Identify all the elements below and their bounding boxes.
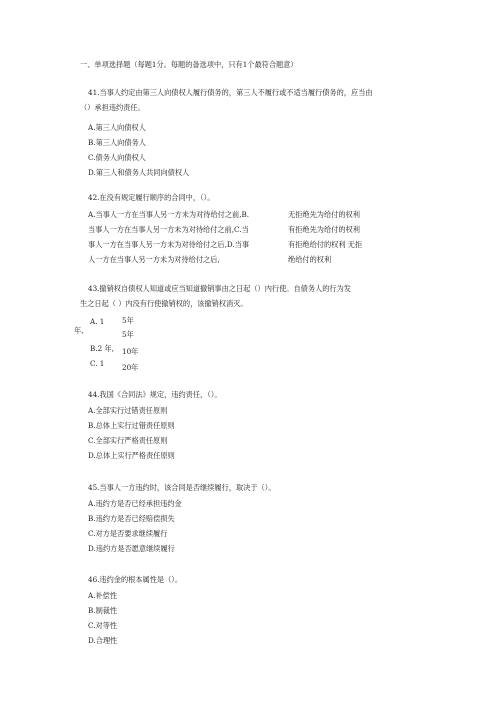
question-stem: 45.当事人一方违约时，该合同是否继续履行，取决于（）。 bbox=[88, 483, 276, 492]
option-list bbox=[88, 124, 189, 184]
question-stem: 生之日起（ ）内没有行使撤销权的，该撤销权消灭。 bbox=[80, 299, 248, 308]
option-value: 20年 bbox=[122, 363, 139, 372]
option-value: 10年 bbox=[122, 347, 139, 356]
option-label: A. 1 bbox=[90, 317, 105, 326]
option-item: C.债务人向债权人 bbox=[88, 153, 146, 162]
option-list bbox=[88, 592, 117, 652]
option-line: 人一方在当事人另一方未为对待给付之后, bbox=[88, 255, 220, 264]
option-item: A.第三人向债权人 bbox=[88, 123, 146, 132]
question-stem: 42.在没有规定履行顺序的合同中，（）。 bbox=[88, 193, 215, 202]
option-list bbox=[88, 500, 182, 560]
option-line: 绝给付的权利 bbox=[288, 255, 332, 264]
question-stem: 41.当事人约定由第三人向债权人履行债务的，第三人不履行或不适当履行债务的，应当由 bbox=[88, 88, 373, 97]
section-title: 一、单项选择题（每题1分。每题的备选项中，只有1个最符合题意） bbox=[80, 60, 298, 69]
option-text-right bbox=[288, 211, 362, 271]
option-item: A.全部实行过错责任原则 bbox=[88, 406, 168, 415]
option-item: A.违约方是否已经承担违约金 bbox=[88, 499, 182, 508]
option-item: D.违约方是否愿意继续履行 bbox=[88, 544, 175, 553]
option-line: 事人一方在当事人另一方未为对待给付之后,D.当事 bbox=[88, 240, 250, 249]
option-item: C.全部实行严格责任原则 bbox=[88, 436, 168, 445]
option-item: C.对方是否要求继续履行 bbox=[88, 529, 168, 538]
option-label: B.2 年, bbox=[90, 344, 114, 353]
option-item: B.总体上实行过错责任原则 bbox=[88, 421, 175, 430]
option-item: B.违约方是否已经赔偿损失 bbox=[88, 514, 175, 523]
option-value: 5年 bbox=[122, 330, 134, 339]
question-stem: 44.我国《合同法》规定，违约责任，（）。 bbox=[88, 390, 222, 399]
option-list bbox=[88, 407, 175, 467]
option-line: A.当事人一方在当事人另一方未为对待给付之前,B. bbox=[88, 210, 250, 219]
option-label: C. 1 bbox=[90, 359, 105, 368]
option-item: D.合理性 bbox=[88, 636, 118, 645]
option-item: B.第三人向债务人 bbox=[88, 138, 146, 147]
option-item: D.第三人和债务人共同向债权人 bbox=[88, 168, 190, 177]
question-stem: 43.撤销权自债权人知道或应当知道撤销事由之日起（）内行使。自债务人的行为发 bbox=[88, 284, 351, 293]
option-item: A.补偿性 bbox=[88, 591, 118, 600]
question-stem: （）承担违约责任。 bbox=[80, 103, 145, 112]
option-value: 5年 bbox=[122, 316, 134, 325]
option-text-left bbox=[88, 211, 249, 271]
option-label: 年, bbox=[74, 326, 84, 335]
option-line: 当事人一方在当事人另一方未为对待给付之前,C.当 bbox=[88, 225, 249, 234]
option-item: C.对等性 bbox=[88, 621, 118, 630]
option-line: 有拒绝给付的权利 无拒 bbox=[288, 240, 363, 249]
option-item: D.总体上实行严格责任原则 bbox=[88, 451, 175, 460]
question-stem: 46.违约金的根本属性是（）。 bbox=[88, 575, 183, 584]
option-line: 有拒绝先为给付的权利 bbox=[288, 225, 360, 234]
option-item: B.制裁性 bbox=[88, 606, 118, 615]
option-line: 无拒绝先为给付的权利 bbox=[288, 210, 360, 219]
